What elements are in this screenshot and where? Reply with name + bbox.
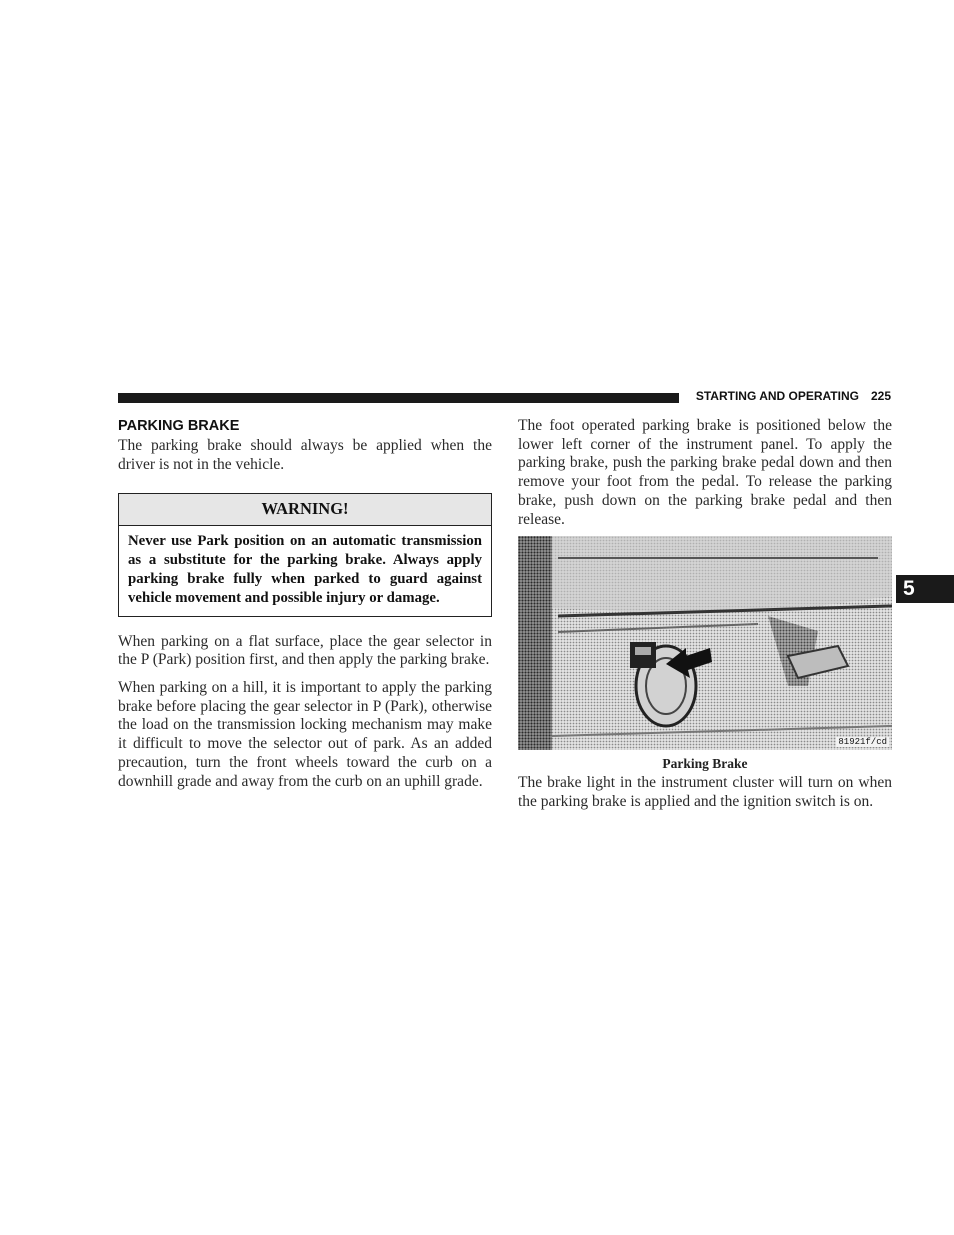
brake-light-paragraph: The brake light in the instrument cluster will turn on when the parking brake is applied and the ignition switch is on. xyxy=(518,774,892,810)
parking-brake-illustration xyxy=(518,536,892,750)
parking-brake-figure xyxy=(518,536,892,750)
figure-code: 81921f/cd xyxy=(838,737,887,748)
page-number: 225 xyxy=(870,389,891,403)
warning-heading: WARNING! xyxy=(119,494,491,526)
intro-paragraph: The parking brake should always be applied when the driver is not in the vehicle. xyxy=(118,437,492,473)
foot-brake-paragraph: The foot operated parking brake is positioned below the lower left corner of the instrument panel. To apply the parking brake, push the parking brake pedal down and then remove your foot from the pedal. To release the parking brake, push down on the parking brake pedal and then release. xyxy=(518,417,892,528)
right-column xyxy=(518,417,892,812)
warning-box xyxy=(118,493,492,616)
warning-text: Never use Park position on an automatic transmission as a substitute for the parking brake. Always apply parking brake fully when parked to guard against vehicle movement and possible injury or damage. xyxy=(128,533,482,606)
flat-surface-paragraph: When parking on a flat surface, place the gear selector in the P (Park) position first, and then apply the parking brake. xyxy=(118,632,492,669)
section-title: PARKING BRAKE xyxy=(118,418,240,434)
hill-parking-paragraph: When parking on a hill, it is important to apply the parking brake before placing the gear selector in P (Park), otherwise the load on the transmission locking mechanism may make it difficult to move the selector out of park. As an added precaution, turn the front wheels toward the curb on a downhill grade and away from the curb on an uphill grade. xyxy=(118,679,492,790)
left-column xyxy=(118,417,492,791)
chapter-tab: 5 xyxy=(896,575,954,603)
header-rule xyxy=(118,393,679,403)
section-name: STARTING AND OPERATING xyxy=(695,389,859,403)
figure-caption: Parking Brake xyxy=(662,756,748,772)
running-header xyxy=(688,389,891,403)
